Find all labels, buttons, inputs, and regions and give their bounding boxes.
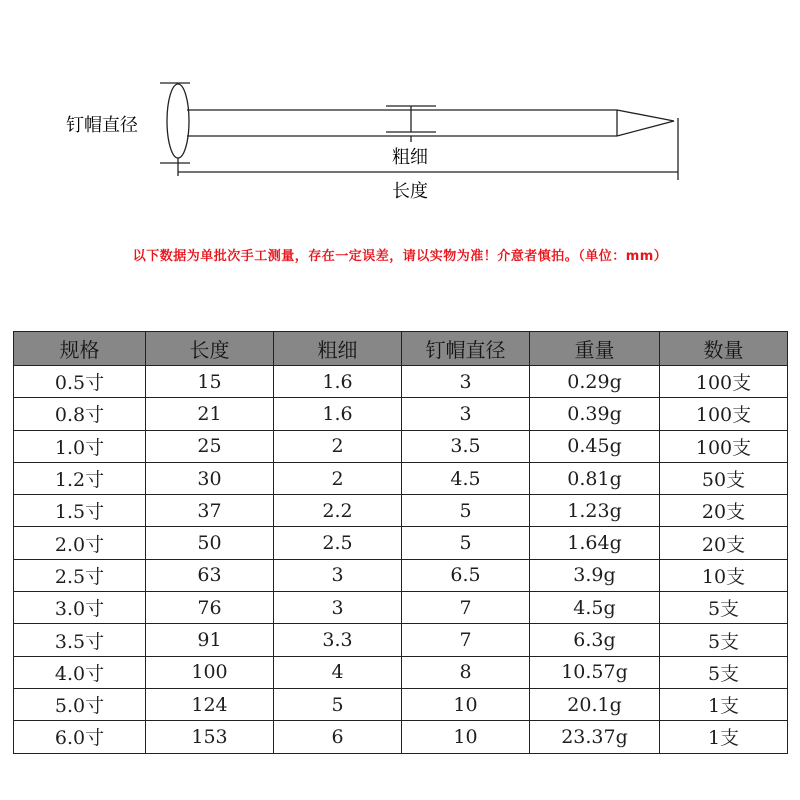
- table-cell: 1.6: [274, 398, 402, 430]
- table-row: [14, 398, 788, 430]
- table-cell: 4: [274, 656, 402, 688]
- table-cell: 25: [146, 430, 274, 462]
- table-cell: 63: [146, 559, 274, 591]
- table-header-row: [14, 332, 788, 366]
- table-cell: 3.3: [274, 624, 402, 656]
- table-cell: 5支: [660, 656, 788, 688]
- nail-head: [167, 84, 189, 158]
- table-cell: 100: [146, 656, 274, 688]
- spec-table: [13, 331, 788, 754]
- table-cell: 50: [146, 527, 274, 559]
- table-cell: 3.5: [402, 430, 530, 462]
- table-cell: 30: [146, 462, 274, 494]
- table-cell: 0.45g: [530, 430, 660, 462]
- table-cell: 37: [146, 495, 274, 527]
- table-cell: 5支: [660, 592, 788, 624]
- table-cell: 0.5寸: [14, 366, 146, 398]
- table-cell: 2: [274, 430, 402, 462]
- table-row: [14, 721, 788, 753]
- table-cell: 1支: [660, 721, 788, 753]
- table-row: [14, 656, 788, 688]
- table-cell: 1.6: [274, 366, 402, 398]
- table-cell: 3: [402, 366, 530, 398]
- header-cell: 规格: [14, 332, 146, 366]
- table-cell: 10: [402, 721, 530, 753]
- table-cell: 76: [146, 592, 274, 624]
- table-cell: 100支: [660, 430, 788, 462]
- table-cell: 21: [146, 398, 274, 430]
- measurement-notice: 以下数据为单批次手工测量，存在一定误差，请以实物为准！介意者慎拍。（单位：mm）: [132, 249, 668, 264]
- table-cell: 3: [274, 592, 402, 624]
- table-cell: 2.0寸: [14, 527, 146, 559]
- table-cell: 10支: [660, 559, 788, 591]
- table-row: [14, 527, 788, 559]
- table-cell: 6.5: [402, 559, 530, 591]
- header-cell: 数量: [660, 332, 788, 366]
- table-cell: 20.1g: [530, 688, 660, 720]
- spec-table-body: [14, 366, 788, 754]
- table-cell: 4.0寸: [14, 656, 146, 688]
- table-cell: 0.29g: [530, 366, 660, 398]
- header-cell: 粗细: [274, 332, 402, 366]
- table-row: [14, 366, 788, 398]
- table-cell: 50支: [660, 462, 788, 494]
- table-cell: 5: [402, 495, 530, 527]
- header-cell: 重量: [530, 332, 660, 366]
- table-cell: 124: [146, 688, 274, 720]
- table-cell: 1.0寸: [14, 430, 146, 462]
- table-cell: 4.5g: [530, 592, 660, 624]
- table-row: [14, 462, 788, 494]
- table-cell: 3.9g: [530, 559, 660, 591]
- table-cell: 15: [146, 366, 274, 398]
- table-cell: 2: [274, 462, 402, 494]
- table-row: [14, 559, 788, 591]
- table-cell: 0.39g: [530, 398, 660, 430]
- table-cell: 1支: [660, 688, 788, 720]
- table-cell: 153: [146, 721, 274, 753]
- table-cell: 2.2: [274, 495, 402, 527]
- table-row: [14, 592, 788, 624]
- table-row: [14, 624, 788, 656]
- table-cell: 3: [274, 559, 402, 591]
- table-cell: 1.64g: [530, 527, 660, 559]
- table-cell: 0.8寸: [14, 398, 146, 430]
- table-cell: 3.0寸: [14, 592, 146, 624]
- table-cell: 5支: [660, 624, 788, 656]
- table-cell: 5: [402, 527, 530, 559]
- table-cell: 20支: [660, 527, 788, 559]
- table-cell: 100支: [660, 398, 788, 430]
- table-cell: 6.0寸: [14, 721, 146, 753]
- table-cell: 1.23g: [530, 495, 660, 527]
- table-cell: 20支: [660, 495, 788, 527]
- table-cell: 23.37g: [530, 721, 660, 753]
- table-cell: 5.0寸: [14, 688, 146, 720]
- table-cell: 10: [402, 688, 530, 720]
- table-cell: 4.5: [402, 462, 530, 494]
- head-diameter-label: 钉帽直径: [66, 115, 138, 136]
- table-cell: 91: [146, 624, 274, 656]
- table-cell: 7: [402, 624, 530, 656]
- thickness-label: 粗细: [392, 147, 428, 168]
- table-cell: 3: [402, 398, 530, 430]
- table-cell: 2.5寸: [14, 559, 146, 591]
- table-cell: 3.5寸: [14, 624, 146, 656]
- table-cell: 6.3g: [530, 624, 660, 656]
- table-row: [14, 688, 788, 720]
- length-label: 长度: [392, 181, 428, 202]
- table-cell: 6: [274, 721, 402, 753]
- table-row: [14, 495, 788, 527]
- table-row: [14, 430, 788, 462]
- table-cell: 0.81g: [530, 462, 660, 494]
- table-cell: 1.2寸: [14, 462, 146, 494]
- table-cell: 8: [402, 656, 530, 688]
- header-cell: 钉帽直径: [402, 332, 530, 366]
- table-cell: 7: [402, 592, 530, 624]
- table-cell: 2.5: [274, 527, 402, 559]
- table-cell: 100支: [660, 366, 788, 398]
- header-cell: 长度: [146, 332, 274, 366]
- table-cell: 1.5寸: [14, 495, 146, 527]
- table-cell: 5: [274, 688, 402, 720]
- table-cell: 10.57g: [530, 656, 660, 688]
